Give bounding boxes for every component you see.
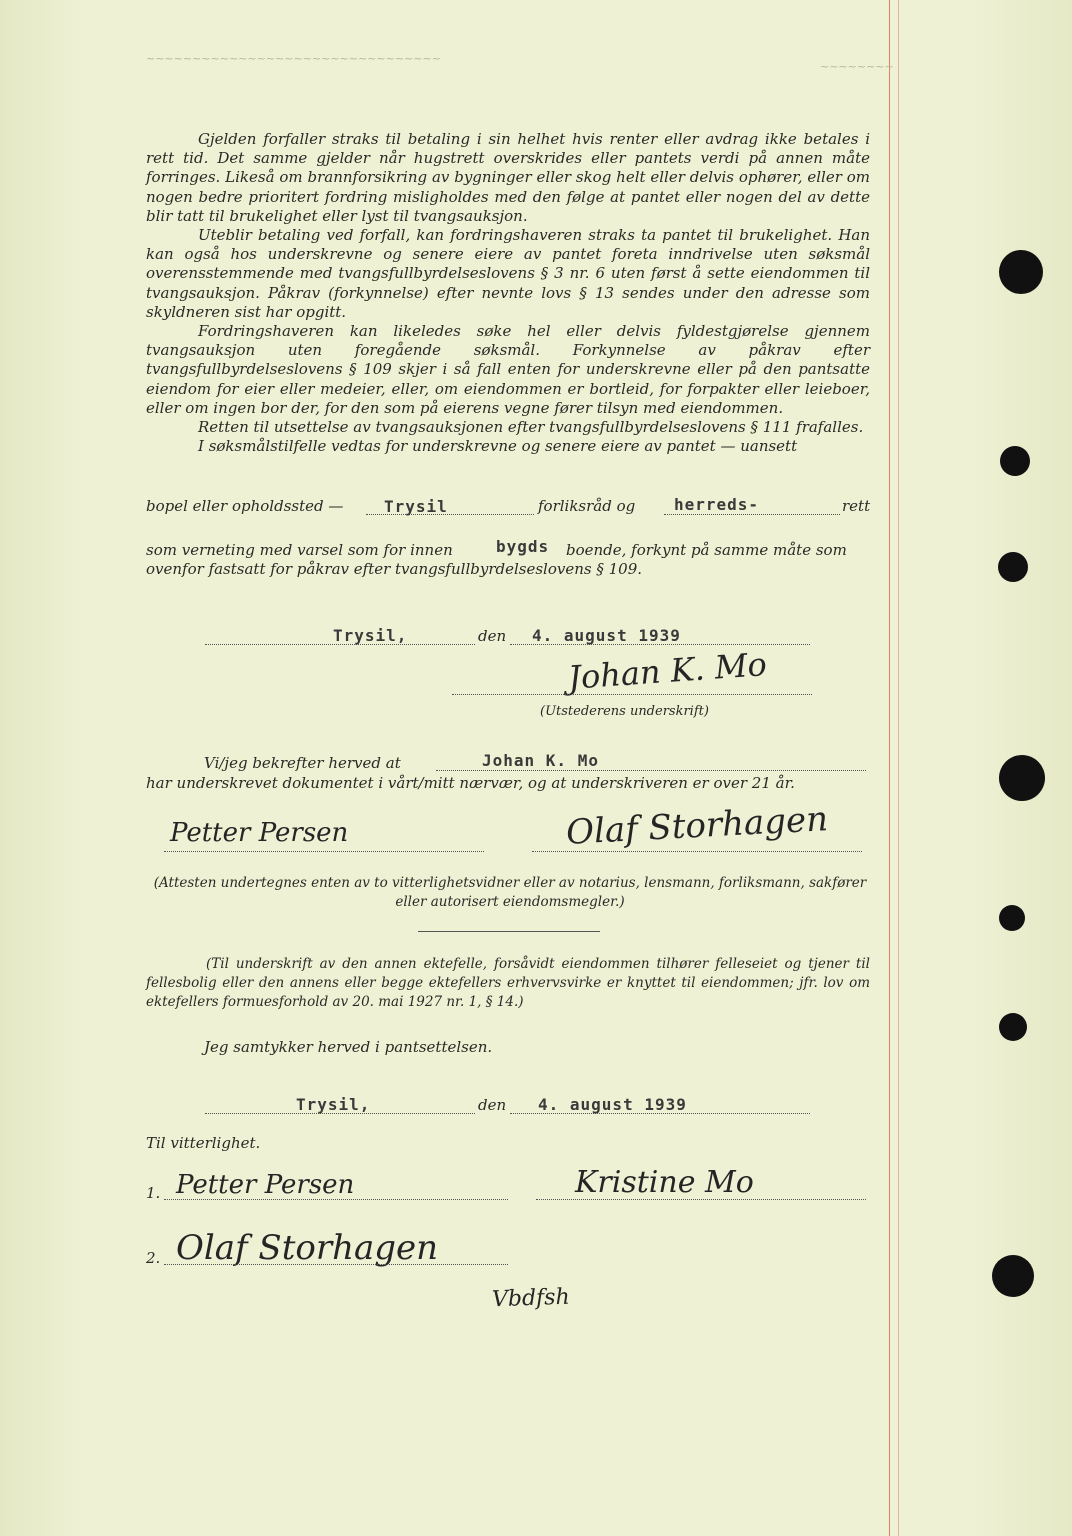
initials: Vbdfsh: [491, 1284, 571, 1313]
faint-header-left: ~~~~~~~~~~~~~~~~~~~~~~~~~~~~~~~~: [146, 52, 441, 65]
date2-date: 4. august 1939: [538, 1095, 687, 1114]
punch-hole: [998, 552, 1028, 582]
witness-num: 2.: [146, 1249, 161, 1267]
venue-court: herreds-: [674, 495, 760, 514]
witness1-signature: Petter Persen: [170, 818, 349, 848]
attest-note: (Attesten undertegnes enten av to vitterlighetsvidner eller av notarius, lensmann, forliksmann, sakfører eller autorisert eiendomsmegler.): [153, 875, 867, 910]
signature-line: [536, 1199, 866, 1200]
signature-line: [164, 851, 484, 852]
date1-place: Trysil,: [333, 626, 408, 645]
signature-line: [532, 851, 862, 852]
confirm-prefix: Vi/jeg bekrefter herved at: [204, 754, 401, 772]
signature-line: [164, 1199, 508, 1200]
venue-line1b: boende, forkynt på samme måte som: [566, 541, 847, 559]
witness-num: 1.: [146, 1184, 161, 1202]
date2-den: den: [478, 1096, 507, 1114]
confirm-name: Johan K. Mo: [482, 751, 599, 770]
terms-paragraph: Fordringshaveren kan likeledes søke hel eller delvis fyldestgjørelse gjennem tvangsauksjon uten foregående søksmål. Forkynnelse av påkrav efter tvangsfullbyrdelseslovens § 109 skjer i så fall enten for underskrevne eller på den pantsatte eiendom for eier eller medeier, eller, om eiendommen er bortleid, for forpakter eller leieboer, eller om ingen bor der, for den som på eierens vegne fører tilsyn med eiendommen.: [146, 322, 870, 417]
date1-den: den: [478, 627, 507, 645]
margin-rule: [889, 0, 890, 1536]
spouse-note: (Til underskrift av den annen ektefelle, forsåvidt eiendommen tilhører felleseiet og tjener til fellesbolig eller den annens eller begge ektefellers erhvervsvirke er knyttet til eiendommen; jfr. lov om ektefellers formuesforhold av 20. mai 1927 nr. 1, § 14.): [146, 956, 870, 1010]
witness2-signature: Olaf Storhagen: [565, 799, 829, 853]
venue-suffix: rett: [842, 497, 871, 515]
venue-line1a: som verneting med varsel som for innen: [146, 541, 453, 559]
terms-paragraph: I søksmålstilfelle vedtas for underskrevne og senere eiere av pantet — uansett: [198, 437, 798, 456]
signature-line: [452, 694, 812, 695]
date2-place: Trysil,: [296, 1095, 371, 1114]
issuer-caption: (Utstederens underskrift): [540, 704, 709, 719]
witness-heading: Til vitterlighet.: [146, 1134, 261, 1152]
punch-hole: [999, 755, 1045, 801]
faint-header-right: ~~~~~~~~: [820, 60, 894, 73]
consent-text: Jeg samtykker herved i pantsettelsen.: [204, 1038, 493, 1056]
spouse-signature: Kristine Mo: [575, 1165, 754, 1200]
punch-hole: [999, 250, 1043, 294]
punch-hole: [992, 1255, 1034, 1297]
issuer-signature: Johan K. Mo: [566, 645, 768, 697]
venue-typed-bygds: bygds: [496, 537, 550, 556]
venue-prefix: bopel eller opholdssted —: [146, 497, 344, 515]
venue-mid: forliksråd og: [538, 497, 636, 515]
witness-list-signature: Petter Persen: [176, 1170, 355, 1200]
margin-rule-secondary: [898, 0, 899, 1536]
terms-paragraph: Gjelden forfaller straks til betaling i sin helhet hvis renter eller avdrag ikke betales i rett tid. Det samme gjelder når hugstrett overskrides eller pantets verdi på annen måte forringes. Likeså om brannforsikring av bygninger eller skog helt eller delvis ophører, eller om nogen bedre prioritert fordring misligholdes med den følge at pantet eller nogen del av dette blir tatt til brukelighet eller lyst til tvangsauksjon.: [146, 130, 870, 225]
fill-line: [664, 514, 840, 515]
separator: [418, 931, 600, 932]
punch-hole: [999, 905, 1025, 931]
terms-paragraph: Retten til utsettelse av tvangsauksjonen efter tvangsfullbyrdelseslovens § 111 frafalles.: [198, 418, 864, 437]
signature-line: [164, 1264, 508, 1265]
punch-hole: [999, 1013, 1027, 1041]
terms-paragraph: Uteblir betaling ved forfall, kan fordringshaveren straks ta pantet til brukelighet. Han kan også hos underskrevne og senere eiere av pantet foreta inndrivelse uten søksmål overensstemmende med tvangsfullbyrdelseslovens § 3 nr. 6 uten først å sette eiendommen til tvangsauksjon. Påkrav (forkynnelse) efter nevnte lovs § 13 sendes under den adresse som skyldneren sist har opgitt.: [146, 226, 870, 321]
venue-place: Trysil: [384, 497, 448, 516]
date1-date: 4. august 1939: [532, 626, 681, 645]
punch-hole: [1000, 446, 1030, 476]
terms-text: [146, 130, 870, 456]
confirm-line2: har underskrevet dokumentet i vårt/mitt nærvær, og at underskriveren er over 21 år.: [146, 774, 795, 792]
fill-line: [436, 770, 866, 771]
venue-line2: ovenfor fastsatt for påkrav efter tvangsfullbyrdelseslovens § 109.: [146, 560, 643, 578]
witness-list-signature: Olaf Storhagen: [176, 1228, 439, 1268]
